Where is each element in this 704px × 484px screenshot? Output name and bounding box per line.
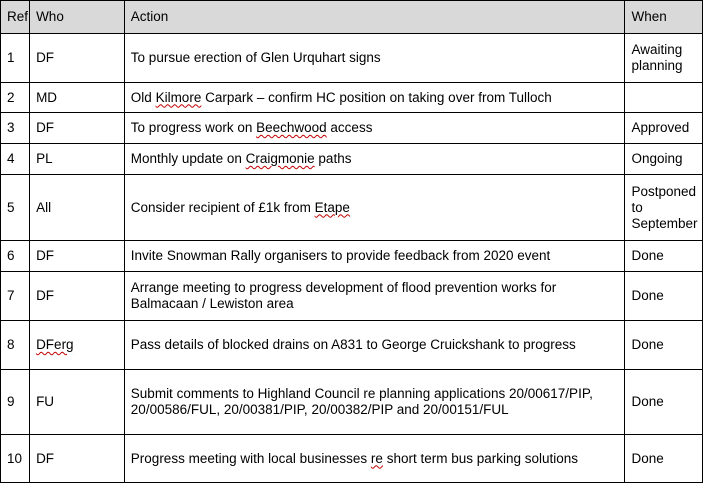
action-text-flagged: Craigmonie <box>245 151 315 166</box>
table-row <box>1 435 703 483</box>
cell-when: Done <box>625 321 703 370</box>
cell-who: DF <box>30 241 125 272</box>
cell-action <box>124 370 625 435</box>
cell-who: DF <box>30 113 125 144</box>
cell-action <box>124 144 625 175</box>
cell-ref: 5 <box>1 175 30 241</box>
cell-action <box>124 175 625 241</box>
cell-action <box>124 321 625 370</box>
table-row <box>1 83 703 113</box>
action-text: To pursue erection of Glen Urquhart signs <box>130 50 381 65</box>
cell-when: Done <box>625 370 703 435</box>
action-text-flagged: Etape <box>314 199 350 215</box>
cell-who: All <box>30 175 125 241</box>
table-row <box>1 175 703 241</box>
action-text: short term bus parking solutions <box>382 450 579 466</box>
cell-ref: 4 <box>1 144 30 175</box>
cell-who: FU <box>30 370 125 435</box>
who-text-flagged: DFerg <box>36 337 74 352</box>
cell-ref: 6 <box>1 241 30 272</box>
action-text: Invite Snowman Rally organisers to provide feedback from 2020 event <box>130 248 551 263</box>
cell-who: DF <box>30 435 125 483</box>
action-text: Carpark – confirm HC position on taking over from Tulloch <box>201 89 552 105</box>
action-text: Old <box>130 89 156 105</box>
cell-when: Ongoing <box>625 144 703 175</box>
cell-ref: 10 <box>1 435 30 483</box>
cell-when: Done <box>625 241 703 272</box>
table-row <box>1 113 703 144</box>
cell-ref: 1 <box>1 34 30 83</box>
action-text: paths <box>314 151 352 166</box>
cell-when: Done <box>625 272 703 321</box>
cell-who <box>30 321 125 370</box>
cell-action <box>124 83 625 113</box>
table-row <box>1 370 703 435</box>
action-text: Consider recipient of £1k from <box>130 199 315 215</box>
header-ref: Ref <box>1 1 30 34</box>
action-text: Submit comments to Highland Council re planning applications 20/00617/PIP, 20/00586/FUL, 20/00381/PIP, 20/00382/PIP and 20/00151/FUL <box>130 386 593 417</box>
action-text: access <box>326 120 373 135</box>
cell-ref: 8 <box>1 321 30 370</box>
action-text: Monthly update on <box>130 151 246 166</box>
cell-when: Done <box>625 435 703 483</box>
cell-ref: 9 <box>1 370 30 435</box>
cell-action <box>124 241 625 272</box>
action-text-flagged: re <box>370 450 383 466</box>
header-who: Who <box>30 1 125 34</box>
cell-ref: 7 <box>1 272 30 321</box>
cell-who: PL <box>30 144 125 175</box>
table-row <box>1 272 703 321</box>
cell-ref: 2 <box>1 83 30 113</box>
cell-action <box>124 34 625 83</box>
table-row <box>1 34 703 83</box>
header-when: When <box>625 1 703 34</box>
cell-who: MD <box>30 83 125 113</box>
cell-when: Approved <box>625 113 703 144</box>
cell-ref: 3 <box>1 113 30 144</box>
cell-action <box>124 113 625 144</box>
action-text: To progress work on <box>130 120 257 135</box>
table-row <box>1 241 703 272</box>
action-text: Progress meeting with local businesses <box>130 450 371 466</box>
cell-action <box>124 272 625 321</box>
action-text: Pass details of blocked drains on A831 to George Cruickshank to progress <box>130 337 576 352</box>
table-row <box>1 321 703 370</box>
cell-when <box>625 83 703 113</box>
header-action: Action <box>124 1 625 34</box>
cell-when: Awaiting planning <box>625 34 703 83</box>
action-text-flagged: Kilmore <box>155 89 202 105</box>
cell-when: Postponed to September <box>625 175 703 241</box>
cell-who: DF <box>30 272 125 321</box>
cell-action <box>124 435 625 483</box>
table-row <box>1 144 703 175</box>
action-text-flagged: Beechwood <box>256 120 327 135</box>
action-text: Arrange meeting to progress development of flood prevention works for Balmacaan / Lewiston area <box>130 280 557 311</box>
cell-who: DF <box>30 34 125 83</box>
header-row <box>1 1 703 34</box>
